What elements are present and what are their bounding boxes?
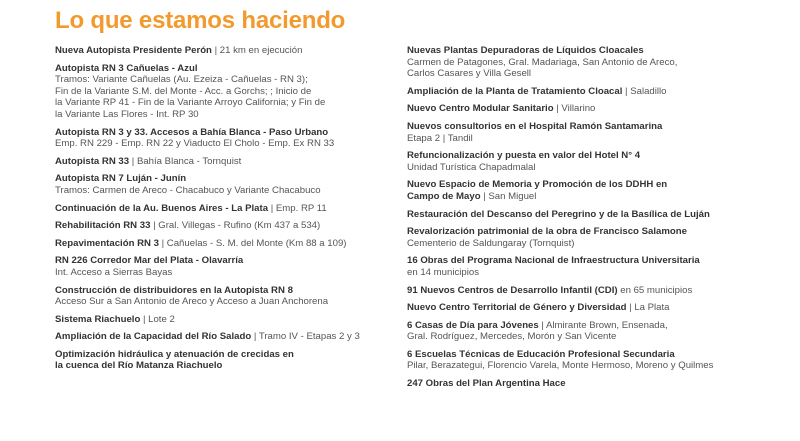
- list-item: [407, 209, 787, 221]
- item-description: Pilar, Berazategui, Florencio Varela, Monte Hermoso, Moreno y Quilmes: [407, 360, 714, 372]
- item-title: Autopista RN 3 Cañuelas - Azul: [55, 62, 198, 74]
- item-detail: Tramo IV - Etapas 2 y 3: [258, 331, 360, 343]
- list-item: [407, 302, 787, 314]
- separator: |: [150, 220, 159, 232]
- item-title: Construcción de distribuidores en la Autopista RN 8: [55, 284, 293, 296]
- item-description: Acceso Sur a San Antonio de Areco y Acceso a Juan Anchorena: [55, 296, 329, 308]
- list-item: [55, 127, 400, 150]
- list-item: [407, 285, 787, 297]
- list-item: [55, 331, 400, 343]
- separator: |: [538, 319, 547, 331]
- list-item: [407, 255, 787, 278]
- separator: |: [211, 45, 220, 56]
- item-description: Gral. Rodríguez, Mercedes, Morón y San Vicente: [407, 331, 617, 343]
- item-detail: Villarino: [561, 103, 596, 115]
- separator: |: [626, 302, 635, 314]
- item-title: 247 Obras del Plan Argentina Hace: [407, 378, 566, 390]
- item-detail: Saladillo: [630, 85, 667, 97]
- item-title: Optimización hidráulica y atenuación de crecidas en la cuenca del Río Matanza Riachuelo: [55, 348, 294, 372]
- list-item: [407, 103, 787, 115]
- list-item: [407, 45, 787, 80]
- list-item: [407, 226, 787, 249]
- page-title: Lo que estamos haciendo: [55, 7, 346, 34]
- list-item: [55, 63, 400, 121]
- item-title: Revalorización patrimonial de la obra de Francisco Salamone: [407, 226, 687, 238]
- item-description: Etapa 2 | Tandil: [407, 132, 473, 144]
- separator: |: [158, 237, 167, 249]
- item-title: Nuevo Centro Territorial de Género y Diversidad: [407, 302, 627, 314]
- item-title: Autopista RN 33: [55, 155, 130, 167]
- item-title: Rehabilitación RN 33: [55, 220, 151, 232]
- item-title: Nuevas Plantas Depuradoras de Líquidos Cloacales: [407, 45, 644, 56]
- item-title: Sistema Riachuelo: [55, 313, 141, 325]
- item-detail: Almirante Brown, Ensenada,: [546, 319, 668, 331]
- item-title: Autopista RN 3 y 33. Accesos a Bahía Blanca - Paso Urbano: [55, 126, 329, 138]
- item-title: Repavimentación RN 3: [55, 237, 159, 249]
- separator: |: [251, 331, 259, 343]
- item-title: Continuación de la Au. Buenos Aires - La Plata: [55, 202, 269, 214]
- list-item: [407, 378, 787, 390]
- item-title: Nueva Autopista Presidente Perón: [55, 45, 212, 56]
- item-title: Ampliación de la Planta de Tratamiento Cloacal: [407, 85, 623, 97]
- separator: |: [622, 85, 631, 97]
- list-item: [407, 150, 787, 173]
- item-title: Nuevos consultorios en el Hospital Ramón Santamarina: [407, 120, 663, 132]
- item-title: 91 Nuevos Centros de Desarrollo Infantil (CDI): [407, 284, 618, 296]
- list-item: [55, 285, 400, 308]
- item-description: Unidad Turística Chapadmalal: [407, 161, 536, 173]
- item-title: Nuevo Espacio de Memoria y Promoción de los DDHH en Campo de Mayo: [407, 179, 668, 202]
- list-item: [55, 45, 400, 57]
- item-title: 16 Obras del Programa Nacional de Infraestructura Universitaria: [407, 255, 700, 267]
- item-description: Emp. RN 229 - Emp. RN 22 y Viaducto El Cholo - Emp. Ex RN 33: [55, 138, 335, 150]
- item-detail: Bahía Blanca - Tornquist: [136, 155, 242, 167]
- item-title: Refuncionalización y puesta en valor del Hotel N° 4: [407, 150, 641, 162]
- separator: |: [553, 103, 562, 115]
- item-description: Tramos: Variante Cañuelas (Au. Ezeiza - Cañuelas - RN 3); Fin de la Variante S.M. del Monte - Acc. a Gorchs; ; Inicio de la Variante RP 41 - Fin de la Variante Arroyo California; y Fin de la Variante Las Flores - Int. RP 30: [55, 74, 326, 120]
- right-column: [407, 45, 787, 396]
- item-detail: Gral. Villegas - Rufino (Km 437 a 534): [158, 220, 321, 232]
- list-item: [55, 238, 400, 250]
- item-detail: Emp. RP 11: [275, 202, 327, 214]
- list-item: [55, 255, 400, 278]
- item-title: 6 Casas de Día para Jóvenes: [407, 319, 539, 331]
- item-title: 6 Escuelas Técnicas de Educación Profesional Secundaria: [407, 348, 675, 360]
- item-title: Restauración del Descanso del Peregrino y de la Basílica de Luján: [407, 208, 710, 220]
- item-title: Nuevo Centro Modular Sanitario: [407, 103, 554, 115]
- list-item: [407, 121, 787, 144]
- item-title: Autopista RN 7 Luján - Junín: [55, 173, 187, 185]
- item-detail: La Plata: [634, 302, 670, 314]
- separator: |: [480, 190, 489, 202]
- list-item: [55, 173, 400, 196]
- separator: |: [140, 313, 149, 325]
- item-description: Tramos: Carmen de Areco - Chacabuco y Variante Chacabuco: [55, 184, 321, 196]
- list-item: [55, 156, 400, 168]
- item-title: Ampliación de la Capacidad del Río Salado: [55, 331, 252, 343]
- separator: |: [268, 202, 276, 214]
- list-item: [407, 86, 787, 98]
- list-item: [55, 220, 400, 232]
- item-detail: Cañuelas - S. M. del Monte (Km 88 a 109): [166, 237, 347, 249]
- list-item: [55, 203, 400, 215]
- separator: |: [129, 155, 137, 167]
- item-detail: Lote 2: [148, 313, 175, 325]
- list-item: [55, 349, 400, 372]
- item-description: en 14 municipios: [407, 266, 479, 278]
- list-item: [407, 179, 787, 202]
- item-detail: 21 km en ejecución: [219, 45, 303, 56]
- list-item: [55, 314, 400, 326]
- left-column: [55, 45, 400, 378]
- item-title: RN 226 Corredor Mar del Plata - Olavarría: [55, 255, 244, 267]
- item-detail: San Miguel: [488, 190, 537, 202]
- list-item: [407, 320, 787, 343]
- item-description: Int. Acceso a Sierras Bayas: [55, 266, 173, 278]
- item-detail: en 65 municipios: [620, 284, 693, 296]
- item-description: Cementerio de Saldungaray (Tornquist): [407, 237, 575, 249]
- list-item: [407, 349, 787, 372]
- item-description: Carmen de Patagones, Gral. Madariaga, San Antonio de Areco, Carlos Casares y Villa Gesell: [407, 56, 678, 80]
